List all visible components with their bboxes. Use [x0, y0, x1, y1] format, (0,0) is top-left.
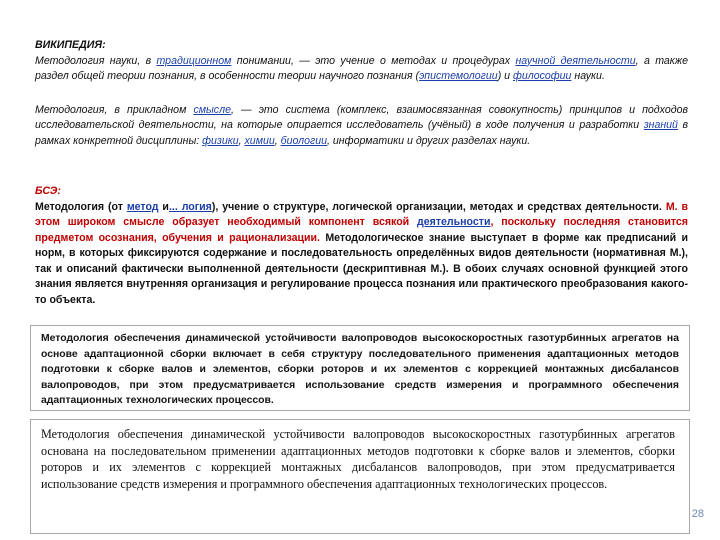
- highlighted-text: М. в этом широком смысле образует необходимый компонент всякой: [35, 200, 689, 228]
- text-run: ,: [274, 134, 281, 147]
- link-philosophy[interactable]: философии: [513, 70, 572, 82]
- bse-section: [35, 184, 688, 308]
- text-run: Методология науки, в: [35, 54, 157, 67]
- text-run: , информатики и других разделах науки.: [327, 134, 531, 147]
- methodology-box-2: [30, 419, 690, 534]
- link-knowledge[interactable]: знаний: [643, 119, 678, 131]
- wikipedia-heading: ВИКИПЕДИЯ:: [35, 39, 106, 51]
- text-run: и: [158, 200, 169, 213]
- methodology-text-1: Методология обеспечения динамической устойчивости валопроводов высокоскоростных газотурбинных агрегатов на основе адаптационной сборки включает в себя структуру последовательного применения адаптационных методов подготовки к сборке валов и элементов, сборки роторов и их элементов с коррекцией монтажных дисбалансов валопроводов, при этом предусматривается использование средств измерения и программного обеспечения адаптационных технологических процессов.: [41, 333, 679, 406]
- link-meaning[interactable]: смысле: [193, 103, 231, 116]
- link-epistemology[interactable]: эпистемологии: [419, 70, 498, 82]
- link-method[interactable]: метод: [126, 200, 159, 213]
- wikipedia-paragraph-1: [35, 54, 688, 85]
- text-run: ,: [238, 134, 245, 147]
- bse-paragraph: [35, 200, 688, 309]
- text-run: в рамках конкретной дисциплины:: [35, 119, 688, 147]
- text-run: , а также раздел общей теории познания, в особенности теории научного познания (: [35, 54, 688, 82]
- link-logy[interactable]: ... логия: [168, 200, 212, 213]
- highlighted-text: , поскольку последняя становится предметом осознания, обучения и рационализации.: [35, 216, 688, 244]
- text-run: , — это система (комплекс, взаимосвязанная совокупность) принципов и подходов исследовательской деятельности, на которые опирается исследователь (учёный) в ходе получения и разработки: [35, 103, 688, 131]
- page-number: 28: [691, 508, 704, 520]
- link-traditional[interactable]: традиционном: [156, 54, 232, 67]
- text-run: ) и: [497, 70, 513, 82]
- methodology-text-2: Методология обеспечения динамической устойчивости валопроводов высокоскоростных газотурбинных агрегатов основана на последовательном применении адаптационных методов подготовки к сборке валов и элементов, сборки роторов и их элементов с коррекцией монтажных дисбалансов валопроводов, при этом предусматривается использование средств измерения и программного обеспечения адаптационных технологических процессов.: [41, 427, 675, 491]
- text-run: Методология (от: [35, 200, 127, 213]
- text-run: ), учение о структуре, логической организации, методах и средствах деятельности.: [211, 200, 666, 213]
- link-activity[interactable]: деятельности: [417, 216, 491, 228]
- link-biology[interactable]: биологии: [280, 134, 328, 147]
- methodology-box-1: [30, 325, 690, 411]
- link-physics[interactable]: физики: [202, 134, 239, 147]
- wikipedia-paragraph-2: [35, 103, 688, 150]
- wikipedia-section: [35, 38, 688, 149]
- text-run: Методология, в прикладном: [35, 103, 194, 116]
- text-run: науки.: [571, 70, 605, 82]
- text-run: понимании, — это учение о методах и процедурах: [231, 54, 516, 67]
- text-run: Методологическое знание выступает в форме как предписаний и норм, в которых фиксируются содержание и последовательность определённых видов деятельности (нормативная М.), так и описаний фактически выполненной деятельности (дескриптивная М.). В обоих случаях основной функцией этого знания является внутренняя организация и регулирование процесса познания или практического преобразования какого-то объекта.: [35, 231, 688, 306]
- spacer: [35, 85, 688, 103]
- link-scientific-activity[interactable]: научной деятельности: [515, 54, 636, 67]
- bse-heading: БСЭ:: [35, 185, 61, 197]
- link-chemistry[interactable]: химии: [244, 134, 275, 147]
